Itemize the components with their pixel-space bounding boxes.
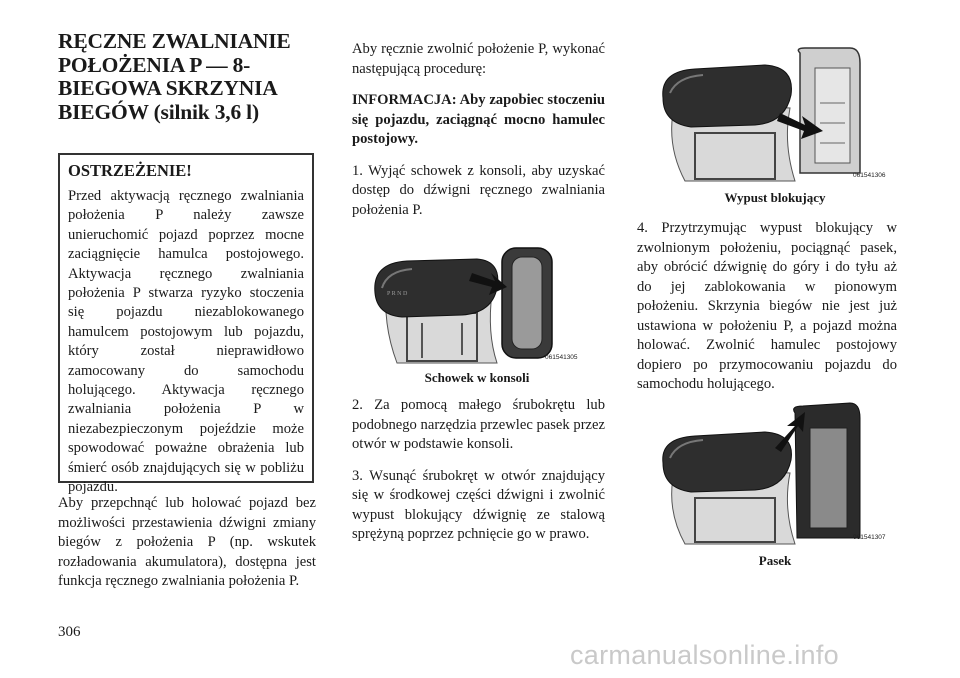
step-1: 1. Wyjąć schowek z konsoli, aby uzyskać dostęp do dźwigni ręcznego zwalniania położenia P. (352, 162, 605, 218)
figure-strap (655, 398, 895, 546)
warning-text: Przed aktywacją ręcznego zwalniania położenia P należy zawsze unieruchomić pojazd poprzez mocne zaciągnięcie hamulca postojowego. Aktywacja ręcznego zwalniania położenia P stwarza ryzyko stoczenia się pojazdu niezablokowanego hamulcem postojowym lub pojazdu, który został nieprawidłowo zamocowany do samochodu holującego. Aktywacja ręcznego zwalniania położenia P w niezabezpieczonym pojeździe może spowodować poważne obrażenia lub śmierć osób znajdujących się w pobliżu pojazdu. (68, 188, 304, 496)
column-2-bottom (352, 396, 605, 545)
fig2-caption: Wypust blokujący (724, 190, 826, 205)
svg-text:P R N D: P R N D (387, 291, 408, 297)
fig1-caption: Schowek w konsoli (424, 370, 530, 385)
info-note: INFORMACJA: Aby zapobiec stoczeniu się pojazdu, zaciągnąć mocno hamulec postojowy. (352, 92, 605, 147)
warning-heading: OSTRZEŻENIE! (68, 161, 192, 180)
step-4: 4. Przytrzymując wypust blokujący w zwolnionym położeniu, pociągnąć pasek, aby obrócić dźwignię do góry i do tyłu aż do jej zablokowania w pionowym położeniu. Skrzynia biegów nie jest już ustawiona w położeniu P, a pojazd można holować. Zwolnić hamulec postojowy dopiero po przymocowaniu pojazdu do samochodu holującego. (637, 220, 897, 392)
fig2-code: 061541306 (853, 172, 886, 179)
column-2-top (352, 40, 605, 220)
fig3-caption: Pasek (758, 553, 792, 568)
column-1-body (58, 494, 316, 592)
figure-locking-tab (655, 43, 895, 183)
step-2: 2. Za pomocą małego śrubokrętu lub podobnego narzędzia przewlec pasek przez otwór w podstawie konsoli. (352, 397, 605, 452)
fig3-code: 061541307 (853, 534, 886, 541)
figure-console-bin (367, 243, 587, 368)
intro-paragraph: Aby przepchnąć lub holować pojazd bez możliwości przestawienia dźwigni zmiany biegów z położenia P (np. wskutek rozładowania akumulatora), dostępna jest funkcja ręcznego zwalniania położenia P. (58, 495, 316, 589)
section-title: RĘCZNE ZWALNIANIE POŁOŻENIA P — 8-BIEGOWA SKRZYNIA BIEGÓW (silnik 3,6 l) (58, 29, 291, 124)
step-3: 3. Wsunąć śrubokręt w otwór znajdujący się w środkowej części dźwigni i zwolnić wypust blokujący dźwignię ze stalową sprężyną poprzez pchnięcie go w prawo. (352, 467, 605, 542)
page-number: 306 (58, 624, 81, 640)
watermark: carmanualsonline.info (570, 640, 839, 670)
procedure-intro: Aby ręcznie zwolnić położenie P, wykonać następującą procedurę: (352, 41, 605, 77)
warning-box (58, 153, 314, 496)
column-3-body (637, 219, 897, 395)
fig1-code: 061541305 (545, 354, 578, 361)
